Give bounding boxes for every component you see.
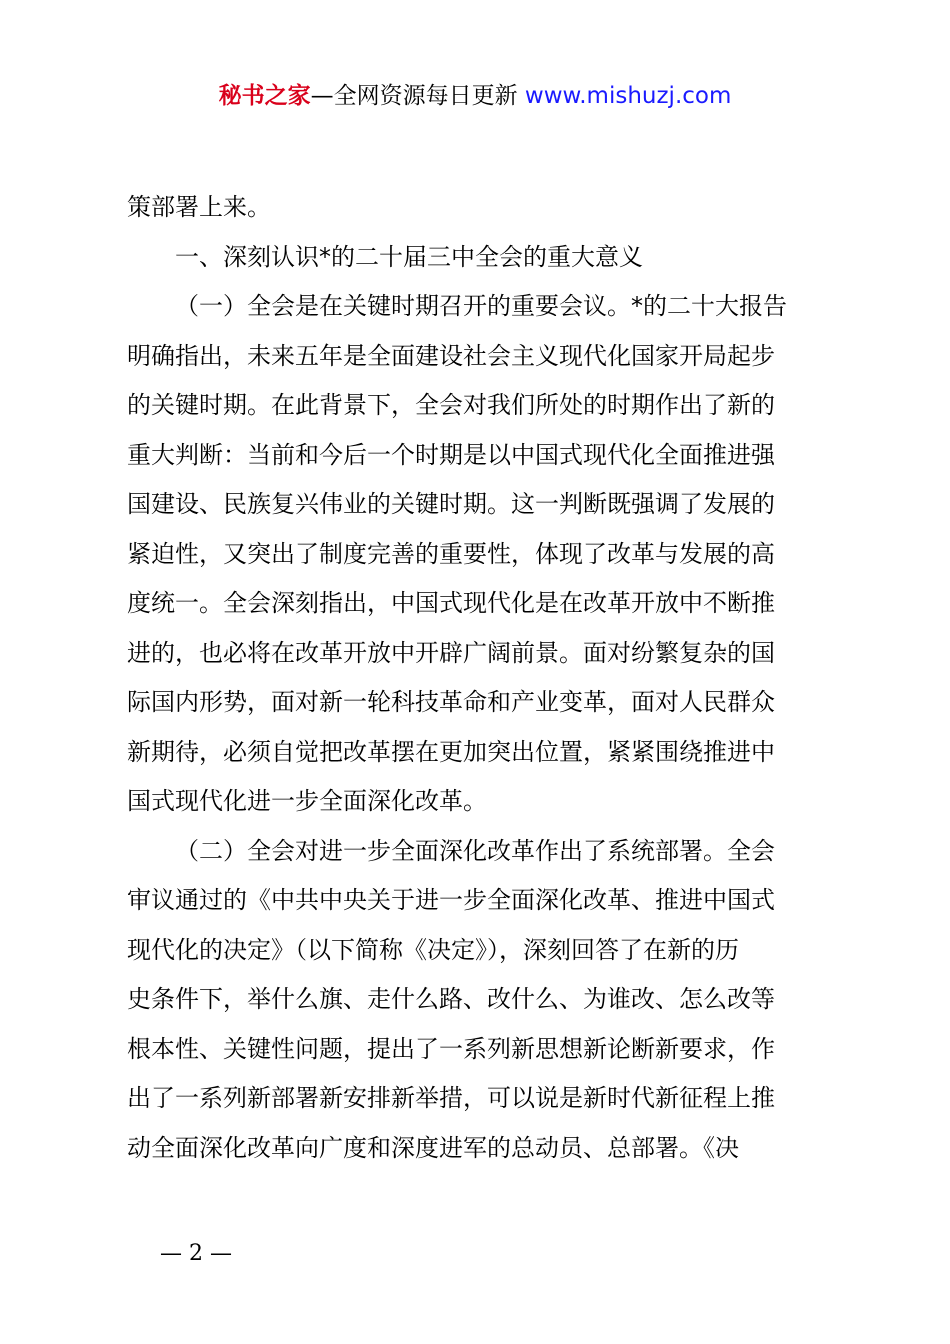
header-tagline: —全网资源每日更新 — [310, 83, 518, 109]
page-header — [0, 80, 950, 112]
body-line: 度统一。全会深刻指出，中国式现代化是在改革开放中不断推 — [127, 589, 775, 617]
brand-name: 秘书之家 — [218, 83, 311, 109]
body-line: 审议通过的《中共中央关于进一步全面深化改革、推进中国式 — [127, 886, 775, 914]
body-line: （一）全会是在关键时期召开的重要会议。*的二十大报告 — [175, 292, 787, 320]
body-line: 动全面深化改革向广度和深度进军的总动员、总部署。《决 — [127, 1133, 739, 1162]
document-body — [127, 183, 832, 1173]
body-line: （二）全会对进一步全面深化改革作出了系统部署。全会 — [175, 836, 775, 865]
body-line: 史条件下，举什么旗、走什么路、改什么、为谁改、怎么改等 — [127, 985, 775, 1013]
body-line: 策部署上来。 — [127, 193, 271, 221]
body-line: 国式现代化进一步全面深化改革。 — [127, 787, 487, 815]
body-line: 出了一系列新部署新安排新举措，可以说是新时代新征程上推 — [127, 1084, 775, 1112]
body-line: 紧迫性，又突出了制度完善的重要性，体现了改革与发展的高 — [127, 539, 775, 568]
body-line: 进的，也必将在改革开放中开辟广阔前景。面对纷繁复杂的国 — [127, 638, 775, 667]
body-line: 新期待，必须自觉把改革摆在更加突出位置，紧紧围绕推进中 — [127, 737, 775, 766]
page-number: — 2 — — [160, 1241, 232, 1266]
body-line: 根本性、关键性问题，提出了一系列新思想新论断新要求，作 — [127, 1034, 775, 1063]
section-heading: 一、深刻认识*的二十届三中全会的重大意义 — [175, 242, 643, 271]
body-line: 际国内形势，面对新一轮科技革命和产业变革，面对人民群众 — [127, 688, 775, 716]
body-line: 重大判断：当前和今后一个时期是以中国式现代化全面推进强 — [127, 440, 775, 469]
website-link[interactable]: www.mishuzj.com — [524, 83, 732, 109]
body-line: 明确指出，未来五年是全面建设社会主义现代化国家开局起步 — [127, 341, 775, 370]
body-line: 现代化的决定》（以下简称《决定》），深刻回答了在新的历 — [127, 935, 739, 964]
body-line: 的关键时期。在此背景下，全会对我们所处的时期作出了新的 — [127, 391, 775, 419]
body-line: 国建设、民族复兴伟业的关键时期。这一判断既强调了发展的 — [127, 490, 775, 518]
